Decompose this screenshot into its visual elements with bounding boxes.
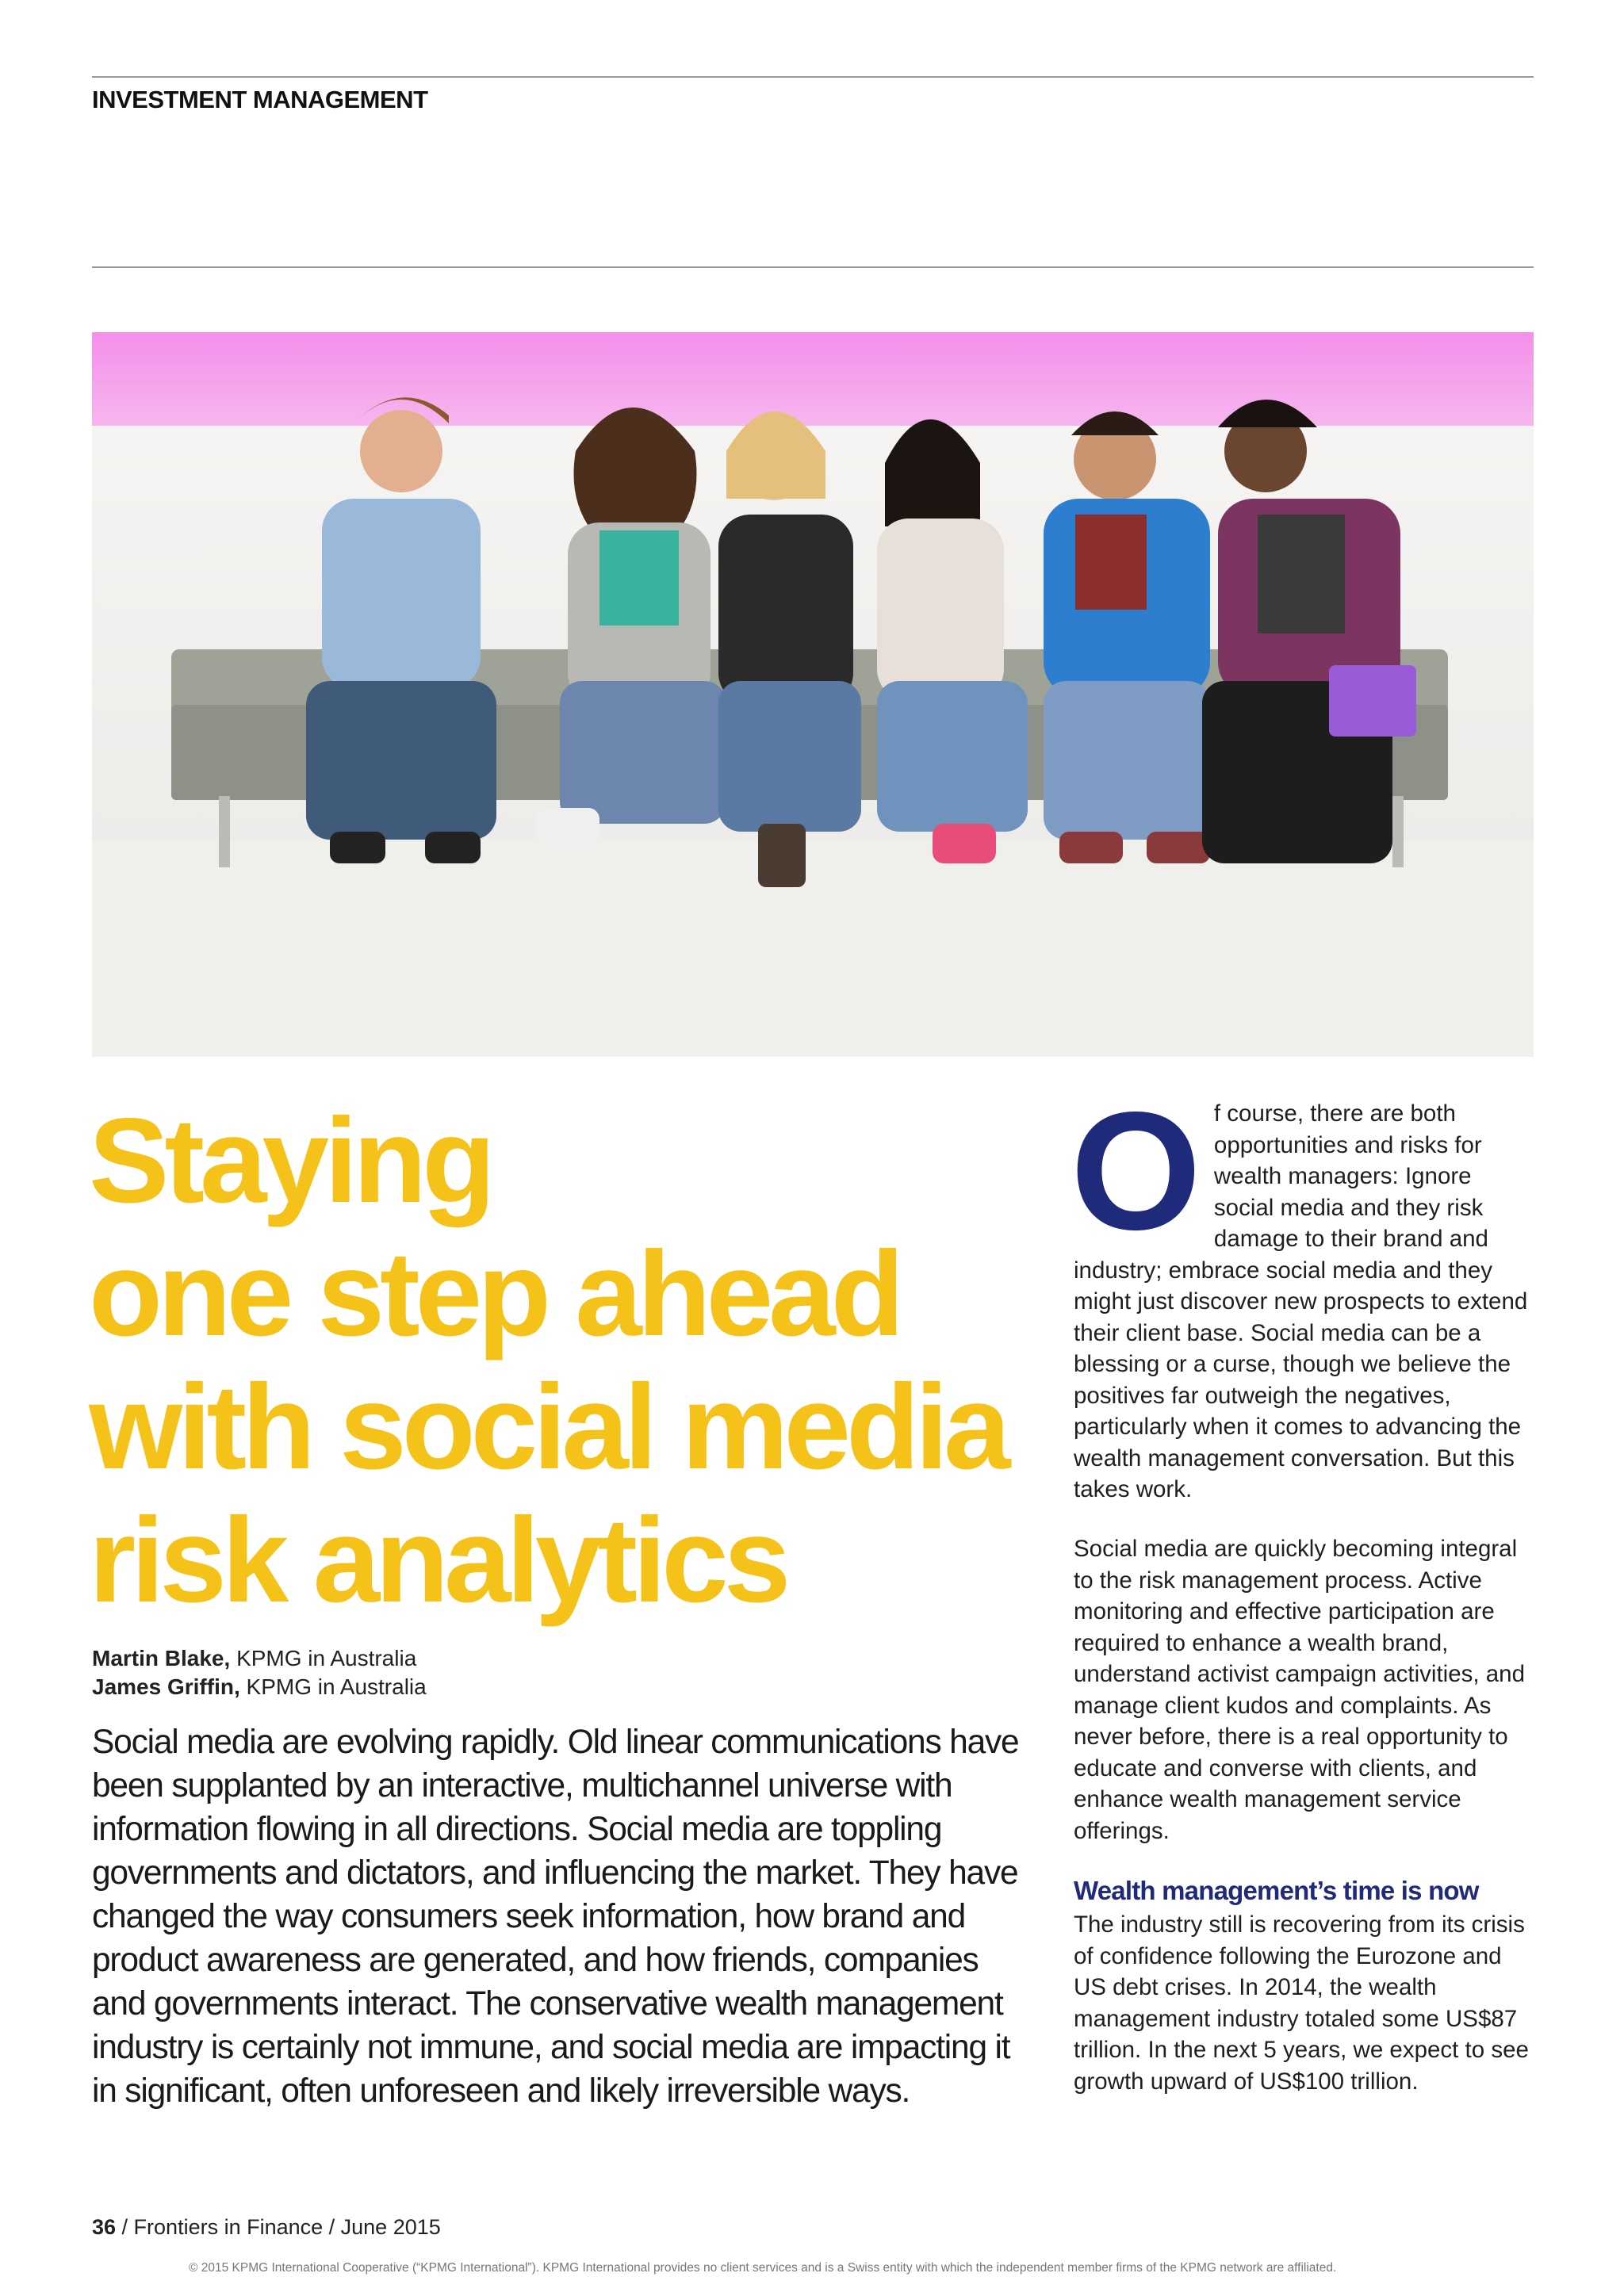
paragraph-text: The industry still is recovering from its crisis of confidence following the Eurozone and US debt crises. In 2014, the wealth management industry totaled some US$87 trillion. In the next 5 years, we expect to see growth upward of US$100 trillion.	[1074, 1911, 1529, 2095]
paragraph-text: Social media are quickly becoming integral to the risk management process. Active monitoring and effective participation are required to enhance a wealth brand, understand activist campaign activities, and manage client kudos and complaints. As never before, there is a real opportunity to educate and converse with clients, and enhance wealth management service offerings.	[1074, 1536, 1525, 1844]
publication-info: / Frontiers in Finance / June 2015	[116, 2215, 441, 2239]
paragraph-text: f course, there are both opportunities and risks for wealth managers: Ignore social media and they risk damage to their brand and industry; embrace social media and they might just discover new prospects to extend their client base. Social media can be a blessing or a curse, though we believe the positives far outweigh the negatives, particularly when it comes to advancing the wealth management conversation. But this takes work.	[1074, 1100, 1528, 1502]
headline-line: one step ahead	[89, 1226, 900, 1361]
author-entry	[92, 1644, 427, 1673]
intro-paragraph: Social media are evolving rapidly. Old linear communications have been supplanted by an interactive, multichannel universe with information flowing in all directions. Social media are toppling governments and dictators, and influencing the market. They have changed the way consumers seek information, how brand and product awareness are generated, and how friends, companies and governments interact. The conservative wealth management industry is certainly not immune, and social media are impacting it in significant, often unforeseen and likely irreversible ways.	[92, 1724, 1019, 2110]
author-entry	[92, 1673, 427, 1701]
page-number: 36	[92, 2215, 117, 2239]
drop-cap: O	[1071, 1077, 1201, 1265]
headline-line: Staying	[89, 1093, 491, 1228]
author-name: James Griffin,	[92, 1674, 240, 1699]
headline-line: risk analytics	[89, 1493, 787, 1628]
author-org: KPMG in Australia	[246, 1674, 427, 1699]
body-paragraph-1	[1071, 1077, 1534, 1506]
author-list	[92, 1644, 427, 1701]
page-footer	[92, 2215, 441, 2240]
author-name: Martin Blake,	[92, 1646, 231, 1670]
headline-line: with social media	[89, 1360, 1006, 1494]
hero-photo	[92, 332, 1534, 1057]
headline	[89, 1094, 1064, 1627]
body-paragraph-2	[1074, 1533, 1534, 1846]
author-org: KPMG in Australia	[236, 1646, 417, 1670]
body-paragraph-3	[1074, 1909, 1534, 2097]
top-rule	[92, 76, 1534, 78]
header-rule	[92, 266, 1534, 268]
copyright-notice: © 2015 KPMG International Cooperative (“KPMG International”). KPMG International provides no client services and is a Swiss entity with which the independent member firms of the KPMG network are affiliated.	[189, 2261, 1337, 2275]
section-label: INVESTMENT MANAGEMENT	[92, 86, 428, 113]
subheading: Wealth management’s time is now	[1074, 1876, 1479, 1905]
